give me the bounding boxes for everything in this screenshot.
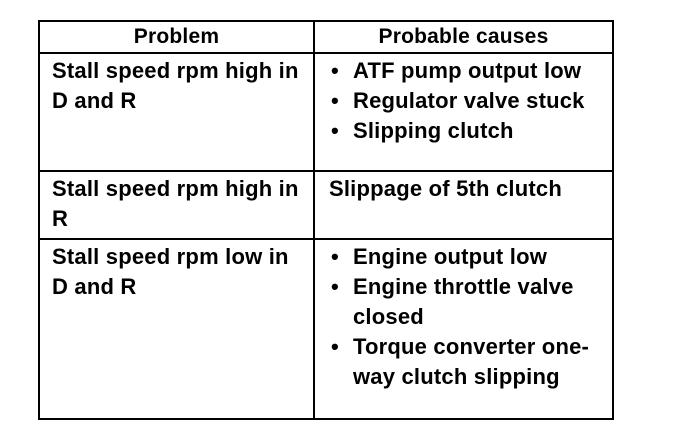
cause-text: Slippage of 5th clutch: [329, 176, 562, 201]
header-problem: Problem: [39, 21, 314, 53]
problem-cell: Stall speed rpm high in R: [39, 171, 314, 239]
causes-cell: [314, 171, 613, 239]
table-header-row: [39, 21, 613, 53]
cause-text: Engine output low: [353, 244, 548, 269]
causes-cell: [314, 53, 613, 171]
cause-text: ATF pump output low: [353, 58, 582, 83]
table-row: [39, 171, 613, 239]
cause-text: Engine throttle valve closed: [353, 274, 574, 329]
problem-cell: Stall speed rpm low in D and R: [39, 239, 314, 419]
bullet-icon: •: [331, 88, 339, 113]
cause-item: [329, 332, 606, 392]
troubleshooting-table: [38, 20, 614, 420]
problem-cell: Stall speed rpm high in D and R: [39, 53, 314, 171]
cause-text: Torque converter one-way clutch slipping: [353, 334, 590, 389]
bullet-icon: •: [331, 334, 339, 359]
bullet-icon: •: [331, 118, 339, 143]
causes-list: [329, 56, 606, 146]
bullet-icon: •: [331, 58, 339, 83]
causes-list: [329, 242, 606, 392]
causes-cell: [314, 239, 613, 419]
cause-item: [329, 242, 606, 272]
header-probable-causes: Probable causes: [314, 21, 613, 53]
table-row: [39, 239, 613, 419]
table-row: [39, 53, 613, 171]
cause-item: [329, 56, 606, 86]
cause-text: Regulator valve stuck: [353, 88, 585, 113]
bullet-icon: •: [331, 244, 339, 269]
cause-item: [329, 272, 606, 332]
cause-text: Slipping clutch: [353, 118, 514, 143]
cause-item: [329, 86, 606, 116]
bullet-icon: •: [331, 274, 339, 299]
cause-item: [329, 116, 606, 146]
